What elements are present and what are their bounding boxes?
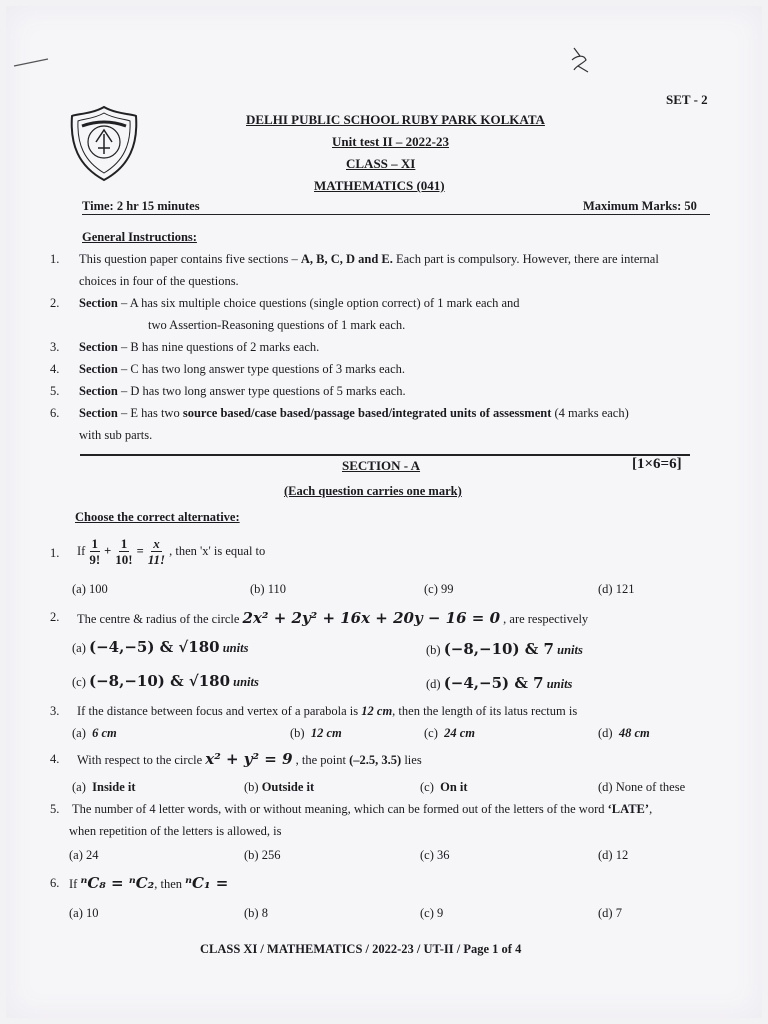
school-emblem-icon — [68, 104, 140, 184]
option: (d) 7 — [598, 906, 622, 920]
instruction-number: 2. — [50, 296, 60, 310]
option: (a) 24 — [69, 848, 99, 862]
section-a-marks: [1×6=6] — [632, 456, 682, 472]
option: (c) 24 cm — [424, 726, 476, 740]
question-5: The number of 4 letter words, with or without meaning, which can be formed out of the letters of the word ‘LATE’, — [72, 802, 653, 816]
instruction-6: Section – E has two source based/case based/passage based/integrated units of assessment (4 marks each) — [79, 406, 629, 420]
question-number: 5. — [50, 802, 60, 816]
section-divider — [80, 454, 690, 456]
fraction: $\frac{1}{9!}$ — [89, 536, 101, 567]
instruction-1: This question paper contains five sections – A, B, C, D and E. Each part is compulsory. However, there are internal — [79, 252, 659, 266]
question-number: 3. — [50, 704, 60, 718]
choose-instruction: Choose the correct alternative: — [75, 510, 240, 524]
school-name: DELHI PUBLIC SCHOOL RUBY PARK KOLKATA — [246, 112, 545, 127]
question-5-cont: when repetition of the letters is allowed, is — [69, 824, 282, 838]
option: (a) 6 cm — [72, 726, 117, 740]
option: (d) 48 cm — [598, 726, 650, 740]
option: (b) Outside it — [244, 780, 315, 794]
question-1: If $\frac{1}{9!}$ + $\frac{1}{10!}$ = $\frac{x}{11!}$ , then 'x' is equal to — [77, 536, 266, 567]
question-2: The centre & radius of the circle 2x² + 2y² + 16x + 20y − 16 = 0 , are respectively — [77, 609, 589, 627]
option: (a) 10 — [69, 906, 99, 920]
instruction-2-cont: two Assertion-Reasoning questions of 1 mark each. — [148, 318, 406, 332]
question-number: 2. — [50, 610, 60, 624]
option: (d) None of these — [598, 780, 686, 794]
question-number: 4. — [50, 752, 60, 766]
instruction-5: Section – D has two long answer type questions of 5 marks each. — [79, 384, 406, 398]
question-number: 6. — [50, 876, 60, 890]
exam-page — [6, 6, 762, 1018]
option: (c) On it — [420, 780, 468, 794]
page-footer: CLASS XI / MATHEMATICS / 2022-23 / UT-II / Page 1 of 4 — [200, 942, 522, 956]
option: (d) 12 — [598, 848, 629, 862]
instruction-number: 6. — [50, 406, 60, 420]
option: (b) 12 cm — [290, 726, 342, 740]
option: (d) 121 — [598, 582, 635, 596]
test-name: Unit test II – 2022-23 — [332, 134, 449, 149]
section-a-title: SECTION - A — [342, 458, 421, 473]
option: (b) 256 — [244, 848, 281, 862]
fraction: $\frac{1}{10!}$ — [115, 536, 133, 567]
instruction-3: Section – B has nine questions of 2 marks each. — [79, 340, 320, 354]
option: (c) 9 — [420, 906, 444, 920]
option: (b) (−8,−10) & 7 units — [426, 640, 583, 658]
instruction-6-cont: with sub parts. — [79, 428, 153, 442]
instruction-4: Section – C has two long answer type questions of 3 marks each. — [79, 362, 405, 376]
instructions-heading: General Instructions: — [82, 230, 197, 244]
option: (d) (−4,−5) & 7 units — [426, 674, 573, 692]
option: (c) (−8,−10) & √180 units — [72, 672, 259, 690]
instruction-2: Section – A has six multiple choice questions (single option correct) of 1 mark each and — [79, 296, 520, 310]
header-divider — [82, 214, 710, 215]
set-number: SET - 2 — [666, 92, 708, 107]
pen-mark-icon — [12, 56, 52, 70]
class-name: CLASS – XI — [346, 156, 416, 171]
option: (a) (−4,−5) & √180 units — [72, 638, 249, 656]
subject-name: MATHEMATICS (041) — [314, 178, 445, 193]
max-marks-label: Maximum Marks: 50 — [583, 199, 697, 213]
instruction-1-cont: choices in four of the questions. — [79, 274, 239, 288]
section-a-subtitle: (Each question carries one mark) — [284, 484, 462, 498]
instruction-number: 5. — [50, 384, 60, 398]
question-3: If the distance between focus and vertex of a parabola is 12 cm, then the length of its latus rectum is — [77, 704, 578, 718]
instruction-number: 3. — [50, 340, 60, 354]
question-6: If ⁿC₈ = ⁿC₂, then ⁿC₁ = — [69, 874, 229, 892]
time-label: Time: 2 hr 15 minutes — [82, 199, 200, 213]
fraction: $\frac{x}{11!}$ — [147, 536, 166, 567]
question-number: 1. — [50, 546, 60, 560]
checkmark-scribble-icon — [566, 44, 592, 76]
option: (b) 8 — [244, 906, 268, 920]
option: (c) 36 — [420, 848, 450, 862]
option: (a) 100 — [72, 582, 108, 596]
instruction-number: 4. — [50, 362, 60, 376]
instruction-number: 1. — [50, 252, 60, 266]
option: (c) 99 — [424, 582, 454, 596]
option: (a) Inside it — [72, 780, 136, 794]
option: (b) 110 — [250, 582, 286, 596]
question-4: With respect to the circle x² + y² = 9 , the point (–2.5, 3.5) lies — [77, 750, 422, 768]
